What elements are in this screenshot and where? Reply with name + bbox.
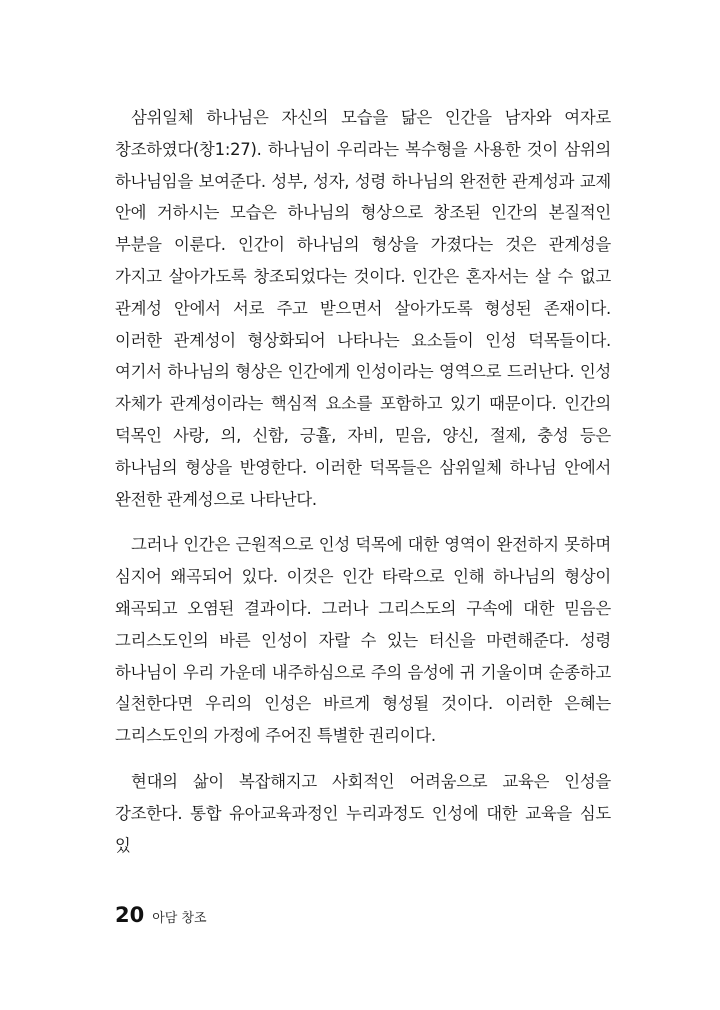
paragraph: 현대의 삶이 복잡해지고 사회적인 어려움으로 교육은 인성을 강조한다. 통합 유아교육과정인 누리과정도 인성에 대한 교육을 심도 있	[115, 771, 611, 855]
page-number: 20	[115, 903, 145, 927]
page-footer	[115, 903, 207, 931]
body-text	[115, 102, 611, 875]
paragraph: 그러나 인간은 근원적으로 인성 덕목에 대한 영역이 완전하지 못하며 심지어 왜곡되어 있다. 이것은 인간 타락으로 인해 하나님의 형상이 왜곡되고 오염된 결과이다. 그러나 그리스도의 구속에 대한 믿음은 그리스도인의 바른 인성이 자랄 수 있는 터신을 마련해준다. 성령 하나님이 우리 가운데 내주하심으로 주의 음성에 귀 기울이며 순종하고 실천한다면 우리의 인성은 바르게 형성될 것이다. 이러한 은혜는 그리스도인의 가정에 주어진 특별한 권리이다.	[115, 535, 611, 746]
running-title: 아담 창조	[152, 911, 207, 926]
paragraph: 삼위일체 하나님은 자신의 모습을 닮은 인간을 남자와 여자로 창조하였다(창1:27). 하나님이 우리라는 복수형을 사용한 것이 삼위의 하나님임을 보여준다. 성부, 성자, 성령 하나님의 완전한 관계성과 교제 안에 거하시는 모습은 하나님의 형상으로 창조된 인간의 본질적인 부분을 이룬다. 인간이 하나님의 형상을 가졌다는 것은 관계성을 가지고 살아가도록 창조되었다는 것이다. 인간은 혼자서는 살 수 없고 관계성 안에서 서로 주고 받으면서 살아가도록 형성된 존재이다. 이러한 관계성이 형상화되어 나타나는 요소들이 인성 덕목들이다. 여기서 하나님의 형상은 인간에게 인성이라는 영역으로 드러난다. 인성 자체가 관계성이라는 핵심적 요소를 포함하고 있기 때문이다. 인간의 덕목인 사랑, 의, 신함, 긍휼, 자비, 믿음, 양신, 절제, 충성 등은 하나님의 형상을 반영한다. 이러한 덕목들은 삼위일체 하나님 안에서 완전한 관계성으로 나타난다.	[115, 108, 611, 509]
